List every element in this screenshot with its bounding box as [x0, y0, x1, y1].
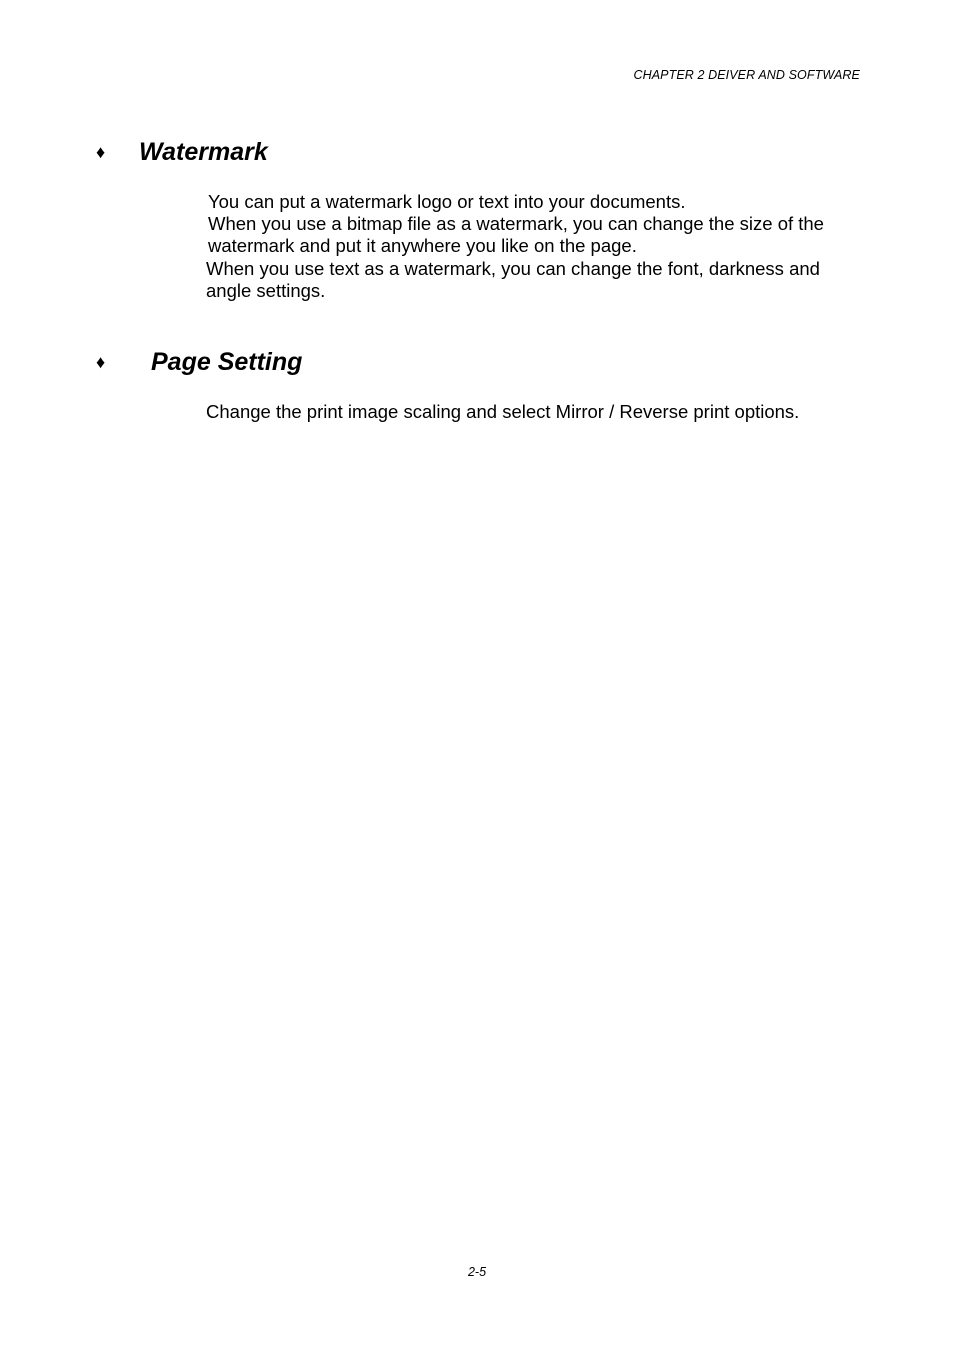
paragraph-line: You can put a watermark logo or text into your documents.	[208, 191, 686, 212]
section-title: Page Setting	[151, 348, 303, 376]
running-header: CHAPTER 2 DEIVER AND SOFTWARE	[633, 68, 860, 82]
section-title: Watermark	[139, 138, 268, 166]
diamond-bullet-icon: ♦	[96, 142, 106, 162]
paragraph-line: When you use a bitmap file as a watermark, you can change the size of the	[208, 213, 824, 234]
diamond-bullet-icon: ♦	[96, 352, 106, 372]
paragraph-line: When you use text as a watermark, you can change the font, darkness and	[206, 258, 820, 279]
paragraph-line: angle settings.	[206, 280, 326, 301]
section-heading-watermark	[96, 138, 268, 167]
page-number: 2-5	[467, 1265, 487, 1279]
section-heading-page-setting	[96, 348, 302, 377]
paragraph-line: watermark and put it anywhere you like on the page.	[208, 235, 637, 256]
paragraph-line: Change the print image scaling and select Mirror / Reverse print options.	[206, 401, 800, 422]
